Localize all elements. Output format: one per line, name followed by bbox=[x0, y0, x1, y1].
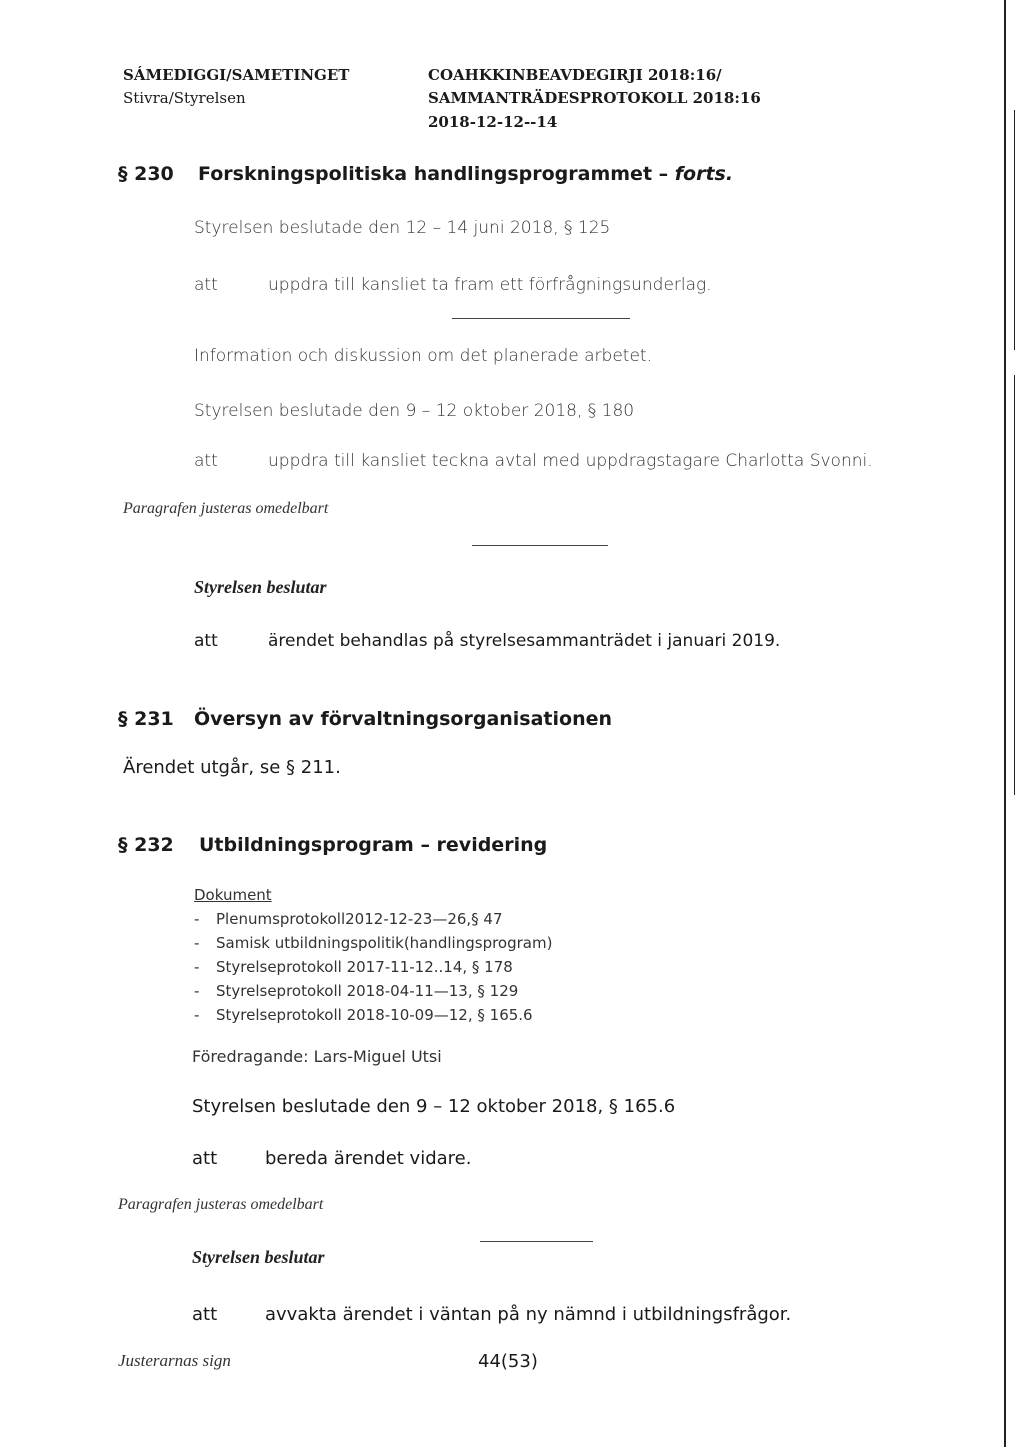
section-231-note: Ärendet utgår, se § 211. bbox=[123, 757, 341, 778]
list-item: - Samisk utbildningspolitik(handlingsprogram) bbox=[194, 934, 553, 952]
section-230-att-2: uppdra till kansliet teckna avtal med uppdragstagare Charlotta Svonni. bbox=[268, 451, 873, 471]
section-230-att-1: uppdra till kansliet ta fram ett förfrågningsunderlag. bbox=[268, 275, 712, 295]
section-232-att-1: bereda ärendet vidare. bbox=[265, 1148, 472, 1169]
separator-line bbox=[472, 545, 608, 546]
section-230-decision-1: Styrelsen beslutade den 12 – 14 juni 2018, § 125 bbox=[194, 218, 611, 238]
organization-unit: Stivra/Styrelsen bbox=[123, 89, 246, 107]
att-label: att bbox=[194, 451, 218, 471]
att-label: att bbox=[192, 1148, 218, 1169]
section-232-decides-heading: Styrelsen beslutar bbox=[192, 1247, 325, 1267]
list-item: - Styrelseprotokoll 2018-04-11—13, § 129 bbox=[194, 982, 519, 1000]
section-232-adjusted-note: Paragrafen justeras omedelbart bbox=[118, 1196, 324, 1213]
section-230-decides-heading: Styrelsen beslutar bbox=[194, 577, 327, 597]
att-label: att bbox=[194, 631, 218, 651]
section-230-number: § 230 bbox=[118, 163, 174, 185]
section-232-att-2: avvakta ärendet i väntan på ny nämnd i utbildningsfrågor. bbox=[265, 1304, 792, 1325]
list-item: - Styrelseprotokoll 2018-10-09—12, § 165.6 bbox=[194, 1006, 533, 1024]
att-label: att bbox=[194, 275, 218, 295]
section-230-title-text: Forskningspolitiska handlingsprogrammet – bbox=[198, 163, 669, 185]
att-label: att bbox=[192, 1304, 218, 1325]
section-230-adjusted-note: Paragrafen justeras omedelbart bbox=[123, 500, 329, 517]
protocol-id-swedish: SAMMANTRÄDESPROTOKOLL 2018:16 bbox=[428, 89, 761, 107]
scan-edge-line bbox=[1014, 110, 1015, 350]
documents-label: Dokument bbox=[194, 886, 272, 904]
presenter: Föredragande: Lars-Miguel Utsi bbox=[192, 1047, 442, 1066]
section-232-number: § 232 bbox=[118, 834, 174, 856]
separator-line bbox=[480, 1241, 593, 1242]
organization-name: SÁMEDIGGI/SAMETINGET bbox=[123, 66, 350, 84]
section-232-decision: Styrelsen beslutade den 9 – 12 oktober 2018, § 165.6 bbox=[192, 1096, 676, 1117]
documents-list bbox=[194, 907, 552, 1027]
section-231-number: § 231 bbox=[118, 708, 174, 730]
protocol-id-sami: COAHKKINBEAVDEGIRJI 2018:16/ bbox=[428, 66, 722, 84]
separator-line bbox=[452, 318, 630, 319]
list-item: - Plenumsprotokoll2012-12-23—26,§ 47 bbox=[194, 910, 503, 928]
protocol-date: 2018-12-12--14 bbox=[428, 113, 558, 131]
signature-label: Justerarnas sign bbox=[118, 1351, 231, 1370]
section-230-information: Information och diskussion om det planerade arbetet. bbox=[194, 346, 652, 366]
scan-edge-line bbox=[1014, 375, 1015, 795]
section-230-att-3: ärendet behandlas på styrelsesammanträdet i januari 2019. bbox=[268, 631, 781, 651]
scan-edge-line bbox=[1004, 0, 1006, 1447]
section-230-title bbox=[198, 163, 733, 185]
section-231-title: Översyn av förvaltningsorganisationen bbox=[194, 708, 613, 730]
section-232-title: Utbildningsprogram – revidering bbox=[199, 834, 548, 856]
section-230-title-suffix: forts. bbox=[674, 163, 734, 185]
section-230-decision-2: Styrelsen beslutade den 9 – 12 oktober 2018, § 180 bbox=[194, 401, 635, 421]
page-number: 44(53) bbox=[478, 1351, 538, 1372]
list-item: - Styrelseprotokoll 2017-11-12..14, § 178 bbox=[194, 958, 513, 976]
